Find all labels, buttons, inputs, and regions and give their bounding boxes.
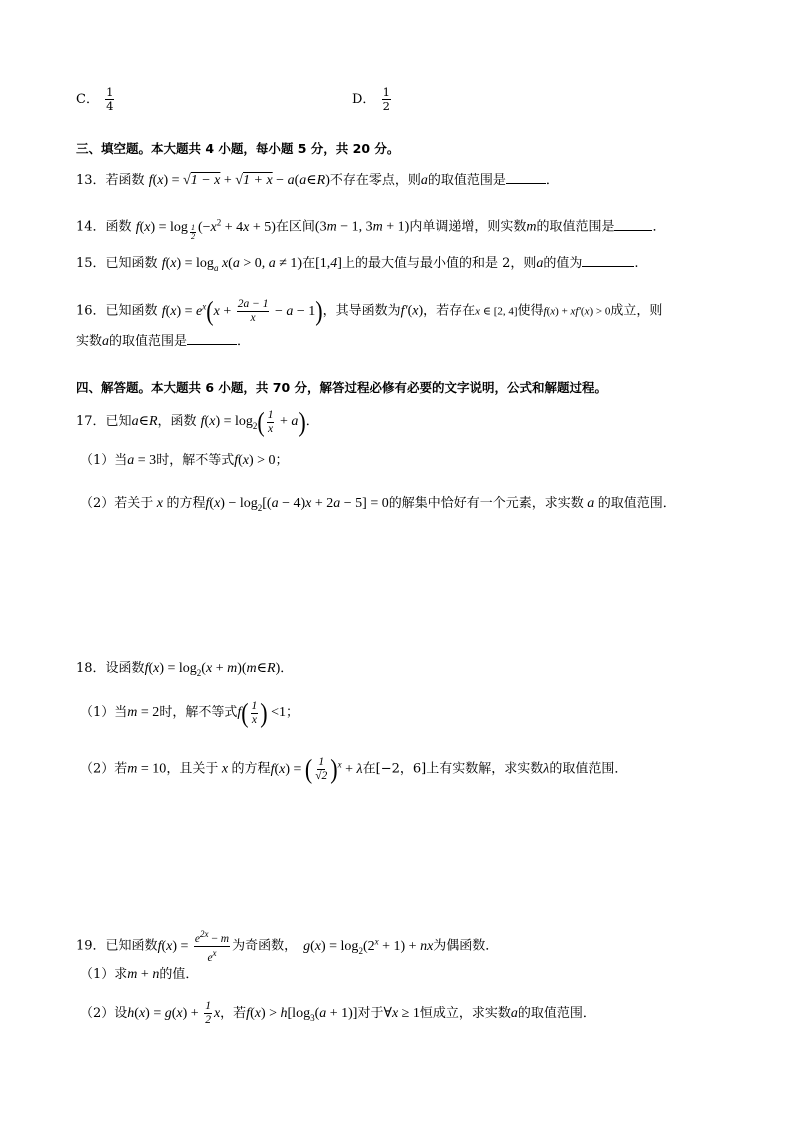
q14-blank — [614, 218, 652, 231]
option-d — [352, 86, 393, 113]
section-4-heading: 四、解答题。本大题共 6 小题，共 70 分，解答过程必修有必要的文字说明，公式和解题过程。 — [76, 380, 608, 395]
option-c-label: C． — [76, 92, 99, 107]
question-18-part-1: （1）当m = 2时，解不等式f( $\frac{1}{x}$ ) <1； — [80, 696, 300, 728]
question-19-part-1: （1）求m + n的值． — [80, 967, 199, 982]
question-19-part-2: （2）设h(x) = g(x) + $\frac{1}{2}$ x，若$f(x) > h[\log_3(a + 1)]$对于∀x ≥ 1恒成立，求实数a的取值范围． — [80, 1000, 596, 1027]
question-16: 16．已知函数 $f(x) = e^x(x$ + $\frac{2a - 1}{x}$ − a − 1)，其导函数为f′(x)，若存在x ∈ [2, 4]使得f(x) + xf′(x) > 0成立，则 — [76, 295, 663, 327]
q13-blank — [506, 171, 546, 184]
question-17-part-1: （1）当a = 3时，解不等式f(x) > 0； — [80, 453, 289, 468]
q15-formula: $f(x) = \log_a x(a > 0$, a ≠ 1) — [161, 256, 303, 273]
question-18-part-2: （2）若m = 10，且关于 x 的方程f(x) = ( $\frac{1}{√2}$ )$^x$ + λ在[−2，6]上有实数解，求实数λ的取值范围． — [80, 753, 628, 785]
question-17-part-2: （2）若关于 x 的方程$f(x) - \log_2[(a - 4)x + 2a - 5] = 0$的解集中恰好有一个元素，求实数 a 的取值范围． — [80, 496, 676, 513]
option-c-fraction: $\frac{1}{4}$ — [106, 85, 114, 113]
question-14: 14．函数 f(x) = log $_{\frac{1}{2}}$ $(-x^2 + 4x + 5)$在区间(3m − 1, 3m + 1)内单调递增，则实数m的取值范围是 ． — [76, 217, 666, 241]
q16-blank — [187, 332, 237, 345]
section-3-heading: 三、填空题。本大题共 4 小题，每小题 5 分，共 20 分。 — [76, 141, 400, 156]
question-18: 18．设函数$f(x) = \log_2(x$ + m)(m∈R)． — [76, 661, 294, 678]
q16-formula: $f(x) = e^x(x$ + $\frac{2a - 1}{x}$ − a − 1) — [161, 295, 323, 327]
option-d-label: D． — [352, 92, 376, 107]
q15-blank — [582, 254, 634, 267]
option-d-fraction: $\frac{1}{2}$ — [382, 85, 390, 113]
question-16-line-2: 实数a的取值范围是 ． — [76, 334, 251, 349]
question-19: 19．已知函数f(x) = $\frac{e^{2x} - m}{e^x}$ 为奇函数， $g(x) = \log_2(2^x + 1)$ + nx为偶函数． — [76, 929, 499, 964]
question-13: 13．若函数 f(x) = √1 − x + √1 + x − a(a∈R)不存在零点，则a的取值范围是 ． — [76, 173, 559, 188]
question-15: 15．已知函数 $f(x) = \log_a x(a > 0$, a ≠ 1)在[1,4]上的最大值与最小值的和是 2，则a的值为 . — [76, 256, 639, 273]
option-c — [76, 86, 116, 113]
question-17: 17．已知a∈R，函数 $f(x) = \log_2$( $\frac{1}{x}$ + a)． — [76, 405, 319, 437]
q13-formula: f(x) = √1 − x + √1 + x − a(a∈R) — [148, 173, 330, 188]
q14-formula: f(x) = log $_{\frac{1}{2}}$ $(-x^2 + 4x + 5)$ — [135, 217, 276, 241]
